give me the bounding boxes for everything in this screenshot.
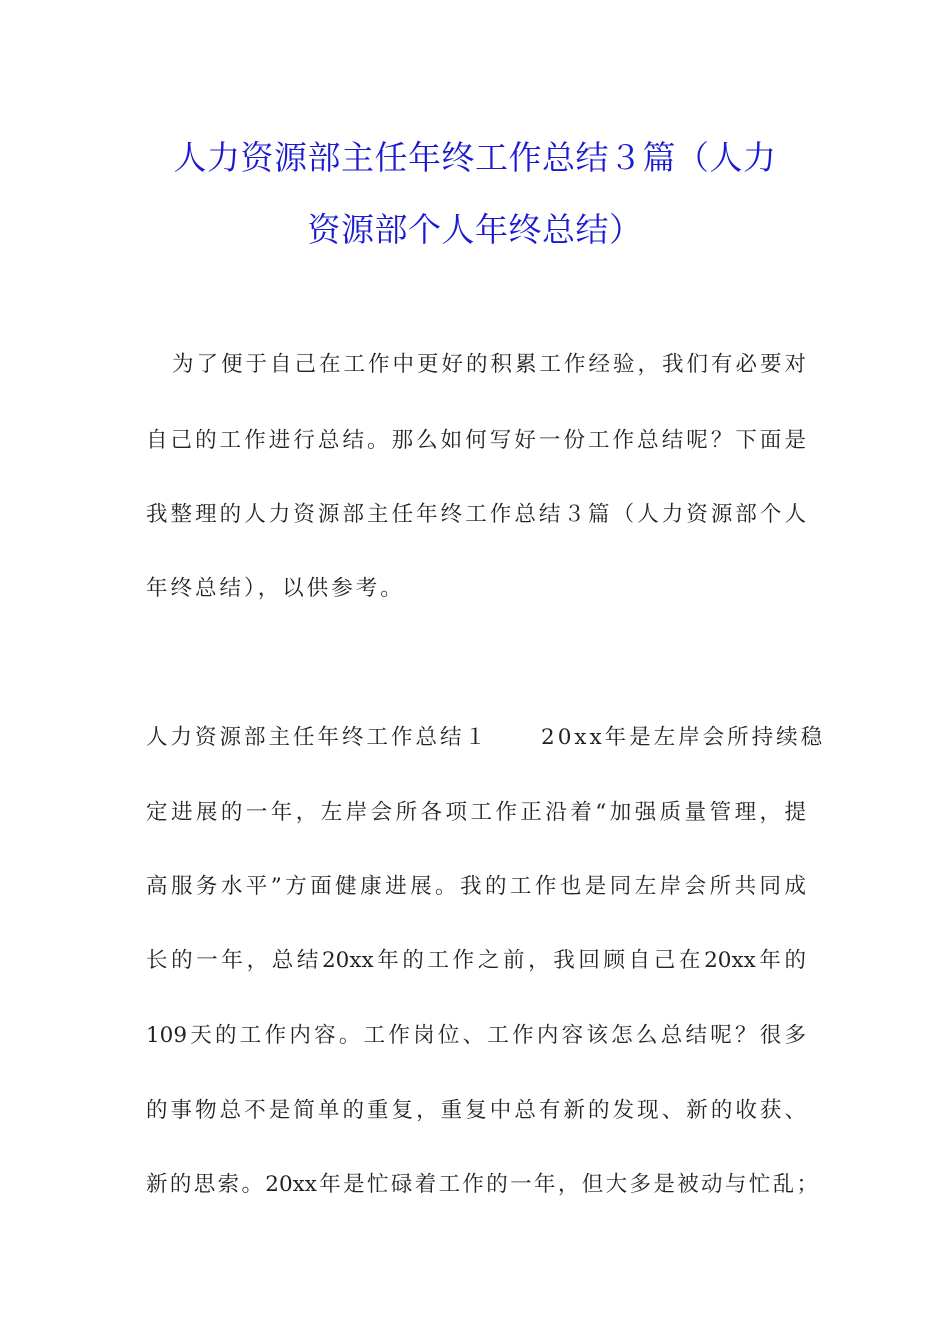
section-first-line: [146, 720, 825, 751]
document-title-line-1: 人力资源部主任年终工作总结３篇（人力: [173, 138, 777, 177]
body-line-1: 定进展的一年，左岸会所各项工作正沿着“加强质量管理，提: [146, 800, 806, 825]
document-title-line-2: 资源部个人年终总结）: [307, 210, 643, 249]
section-first-line-text: 20xx年是左岸会所持续稳: [541, 725, 826, 750]
body-line-2: 高服务水平”方面健康进展。我的工作也是同左岸会所共同成: [146, 874, 806, 899]
body-line-3: 长的一年，总结20xx年的工作之前，我回顾自己在20xx年的: [146, 948, 806, 973]
body-line-4: 109天的工作内容。工作岗位、工作内容该怎么总结呢？很多: [146, 1023, 806, 1048]
intro-line-2: 自己的工作进行总结。那么如何写好一份工作总结呢？下面是: [146, 428, 806, 453]
intro-line-4: 年终总结），以供参考。: [146, 576, 405, 601]
body-line-6: 新的思索。20xx年是忙碌着工作的一年，但大多是被动与忙乱；: [146, 1172, 818, 1197]
intro-line-1: 为了便于自己在工作中更好的积累工作经验，我们有必要对: [172, 352, 806, 377]
body-line-5: 的事物总不是简单的重复，重复中总有新的发现、新的收获、: [146, 1098, 806, 1123]
intro-line-3: 我整理的人力资源部主任年终工作总结３篇（人力资源部个人: [146, 502, 806, 527]
section-heading: 人力资源部主任年终工作总结１: [146, 725, 490, 750]
